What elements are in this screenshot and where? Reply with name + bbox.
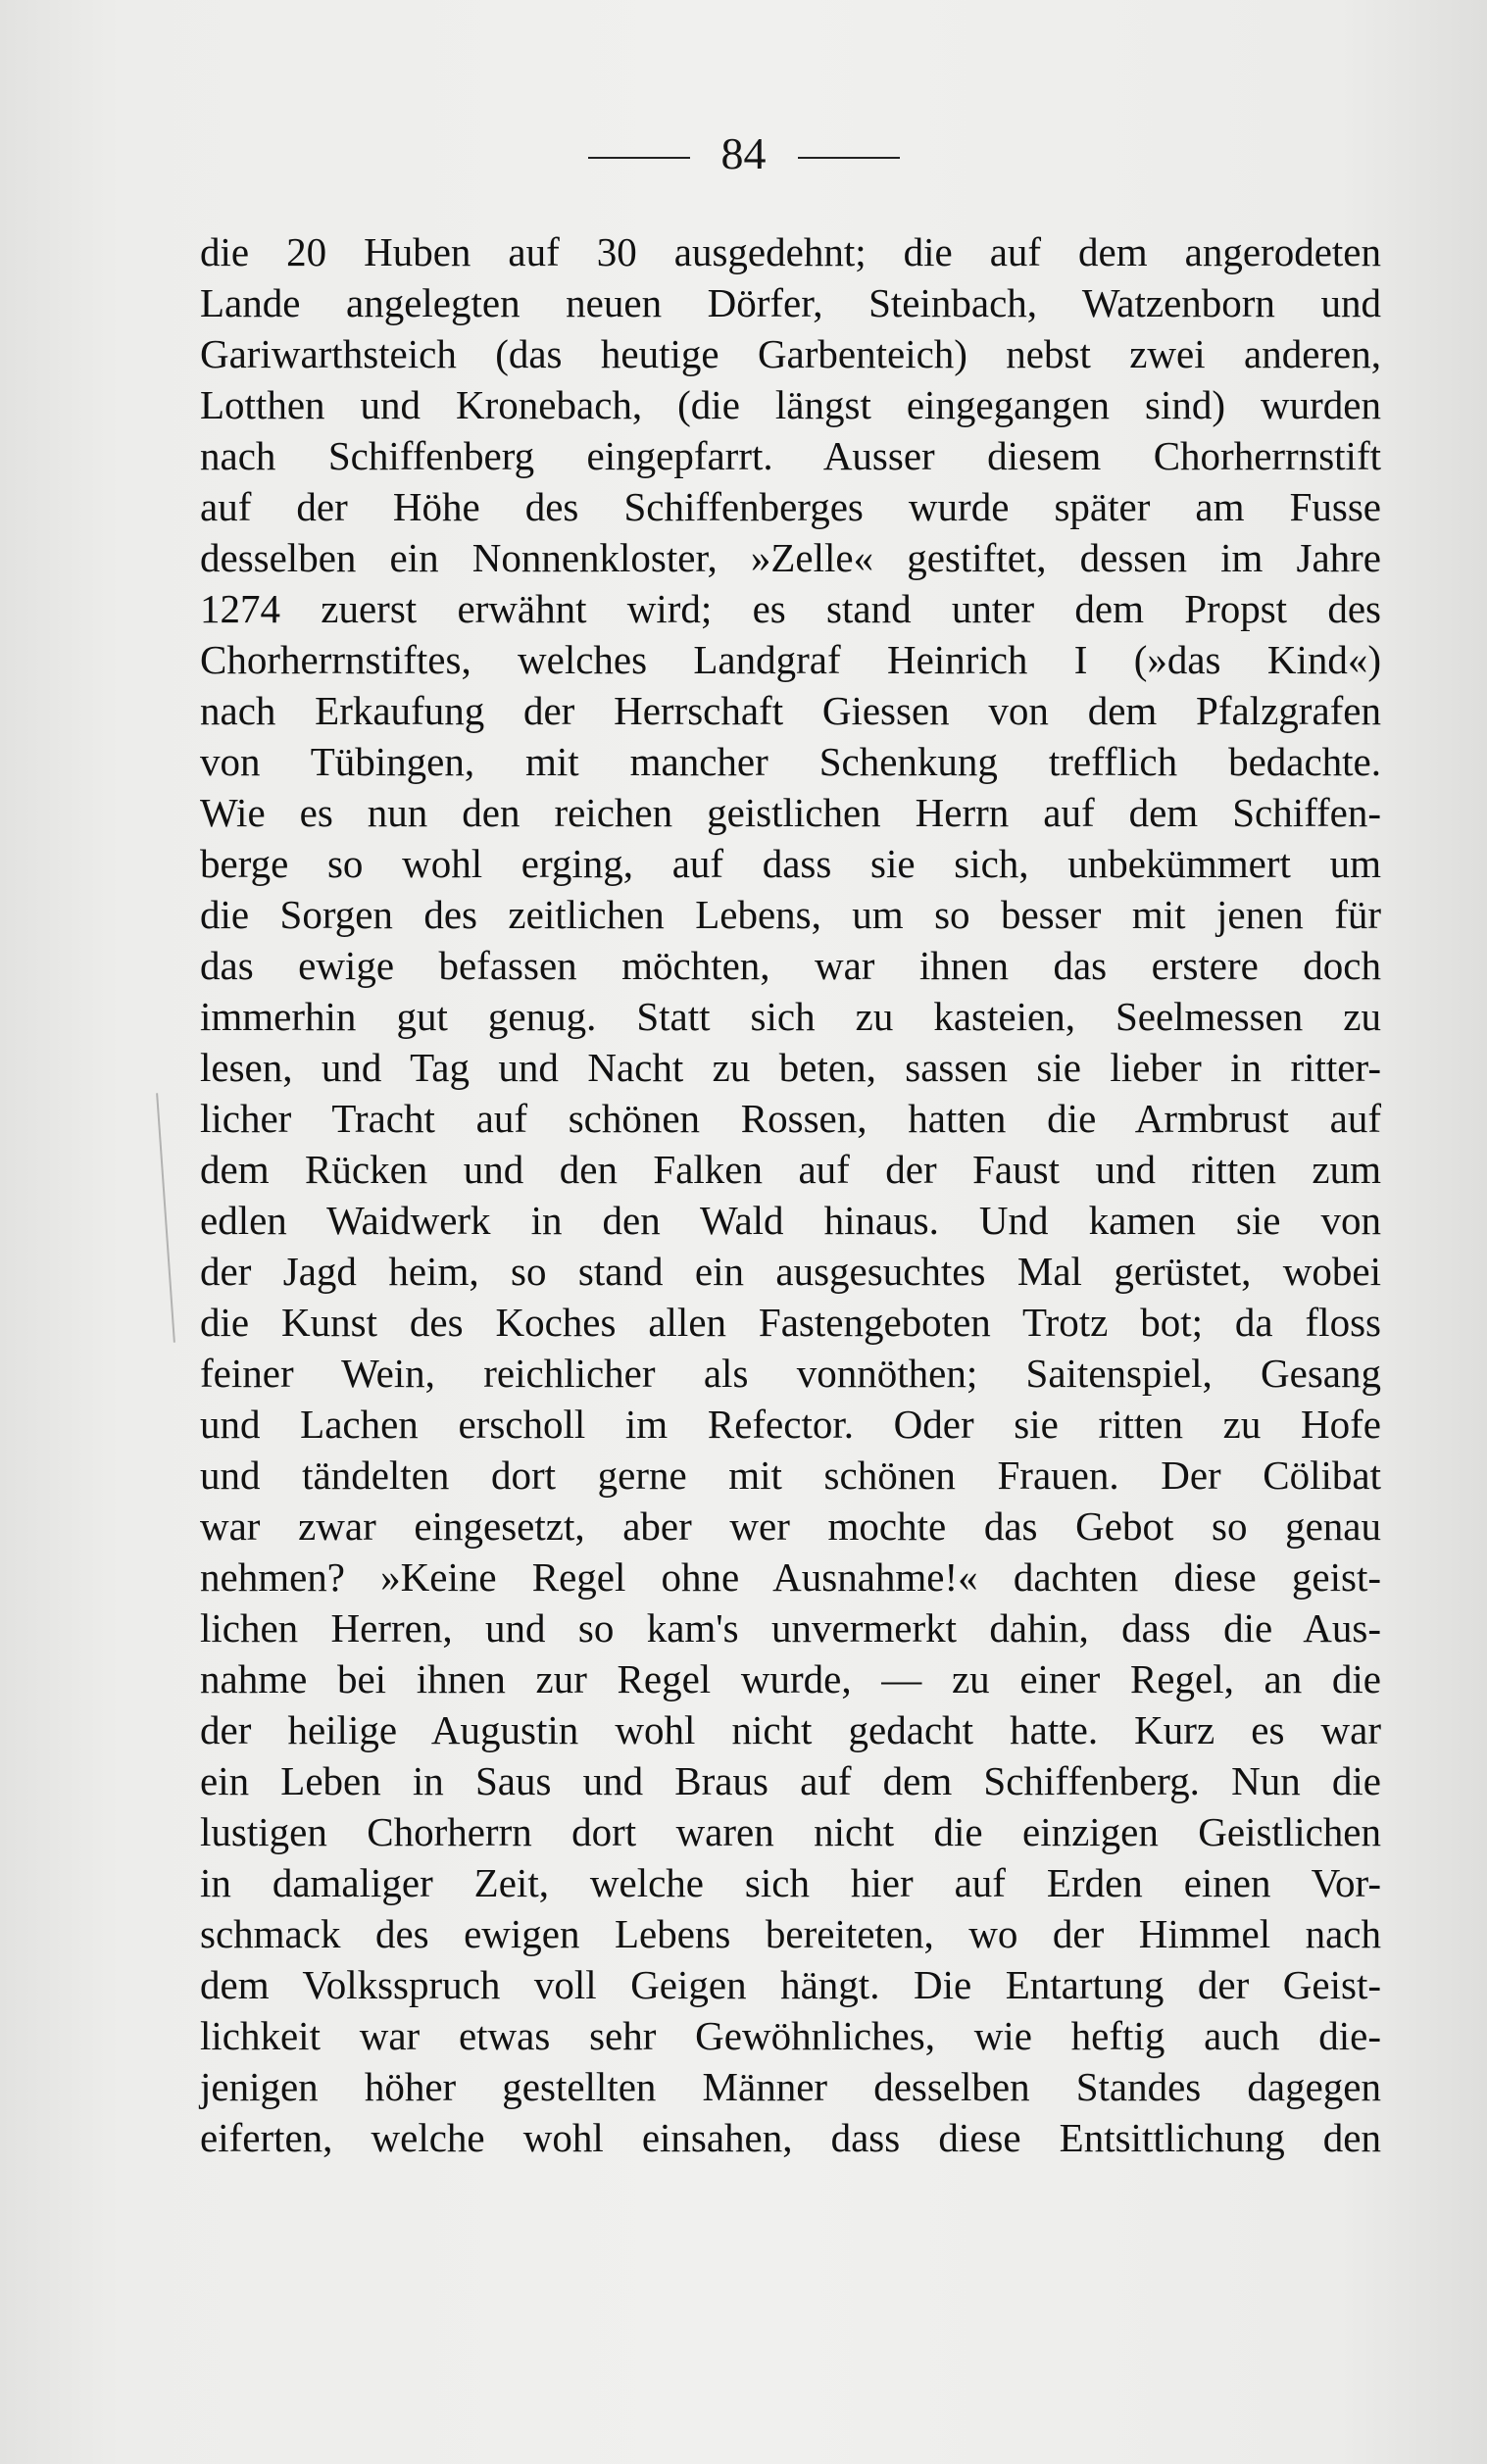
text-line: lichen Herren, und so kam's unvermerkt dahin, dass die Aus- — [200, 1605, 1381, 1651]
text-line: in damaliger Zeit, welche sich hier auf Erden einen Vor- — [200, 1860, 1381, 1905]
text-line: von Tübingen, mit mancher Schenkung trefflich bedachte. — [200, 739, 1381, 784]
text-line: Wie es nun den reichen geistlichen Herrn auf dem Schiffen- — [200, 790, 1381, 835]
text-line: nach Schiffenberg eingepfarrt. Ausser diesem Chorherrnstift — [200, 433, 1381, 478]
text-line: dem Volksspruch voll Geigen hängt. Die Entartung der Geist- — [200, 1962, 1381, 2007]
text-line: Chorherrnstiftes, welches Landgraf Heinrich I (»das Kind«) — [200, 637, 1381, 682]
text-line: Lotthen und Kronebach, (die längst eingegangen sind) wurden — [200, 382, 1381, 427]
text-line: die Sorgen des zeitlichen Lebens, um so besser mit jenen für — [200, 892, 1381, 937]
text-line: schmack des ewigen Lebens bereiteten, wo der Himmel nach — [200, 1911, 1381, 1956]
text-line: und tändelten dort gerne mit schönen Frauen. Der Cölibat — [200, 1453, 1381, 1498]
text-line: feiner Wein, reichlicher als vonnöthen; Saitenspiel, Gesang — [200, 1351, 1381, 1396]
margin-pencil-mark — [156, 1093, 175, 1343]
text-line: Lande angelegten neuen Dörfer, Steinbach, Watzenborn und — [200, 280, 1381, 325]
text-line: licher Tracht auf schönen Rossen, hatten die Armbrust auf — [200, 1096, 1381, 1141]
text-line: ein Leben in Saus und Braus auf dem Schiffenberg. Nun die — [200, 1758, 1381, 1803]
header-dash-left — [588, 157, 690, 159]
text-line: das ewige befassen möchten, war ihnen das erstere doch — [200, 943, 1381, 988]
text-line: die Kunst des Koches allen Fastengeboten Trotz bot; da floss — [200, 1300, 1381, 1345]
text-line: immerhin gut genug. Statt sich zu kasteien, Seelmessen zu — [200, 994, 1381, 1039]
text-line: nehmen? »Keine Regel ohne Ausnahme!« dachten diese geist- — [200, 1554, 1381, 1600]
page-header — [0, 127, 1487, 179]
text-line: der Jagd heim, so stand ein ausgesuchtes Mal gerüstet, wobei — [200, 1249, 1381, 1294]
text-line: Gariwarthsteich (das heutige Garbenteich) nebst zwei anderen, — [200, 331, 1381, 376]
text-line: berge so wohl erging, auf dass sie sich, unbekümmert um — [200, 841, 1381, 886]
text-line: desselben ein Nonnenkloster, »Zelle« gestiftet, dessen im Jahre — [200, 535, 1381, 580]
text-line: eiferten, welche wohl einsahen, dass diese Entsittlichung den — [200, 2115, 1381, 2160]
text-line: jenigen höher gestellten Männer desselben Standes dagegen — [200, 2064, 1381, 2109]
header-dash-right — [798, 157, 900, 159]
text-line: nahme bei ihnen zur Regel wurde, — zu einer Regel, an die — [200, 1656, 1381, 1701]
text-line: war zwar eingesetzt, aber wer mochte das Gebot so genau — [200, 1503, 1381, 1549]
body-text — [200, 226, 1381, 2163]
text-line: der heilige Augustin wohl nicht gedacht hatte. Kurz es war — [200, 1707, 1381, 1752]
text-line: 1274 zuerst erwähnt wird; es stand unter dem Propst des — [200, 586, 1381, 631]
text-line: lesen, und Tag und Nacht zu beten, sassen sie lieber in ritter- — [200, 1045, 1381, 1090]
text-line: lustigen Chorherrn dort waren nicht die einzigen Geistlichen — [200, 1809, 1381, 1854]
text-line: nach Erkaufung der Herrschaft Giessen von dem Pfalzgrafen — [200, 688, 1381, 733]
text-line: die 20 Huben auf 30 ausgedehnt; die auf dem angerodeten — [200, 229, 1381, 274]
text-line: dem Rücken und den Falken auf der Faust und ritten zum — [200, 1147, 1381, 1192]
text-line: und Lachen erscholl im Refector. Oder sie ritten zu Hofe — [200, 1402, 1381, 1447]
page-number: 84 — [720, 128, 767, 178]
text-line: lichkeit war etwas sehr Gewöhnliches, wie heftig auch die- — [200, 2013, 1381, 2058]
text-line: edlen Waidwerk in den Wald hinaus. Und kamen sie von — [200, 1198, 1381, 1243]
text-line: auf der Höhe des Schiffenberges wurde später am Fusse — [200, 484, 1381, 529]
